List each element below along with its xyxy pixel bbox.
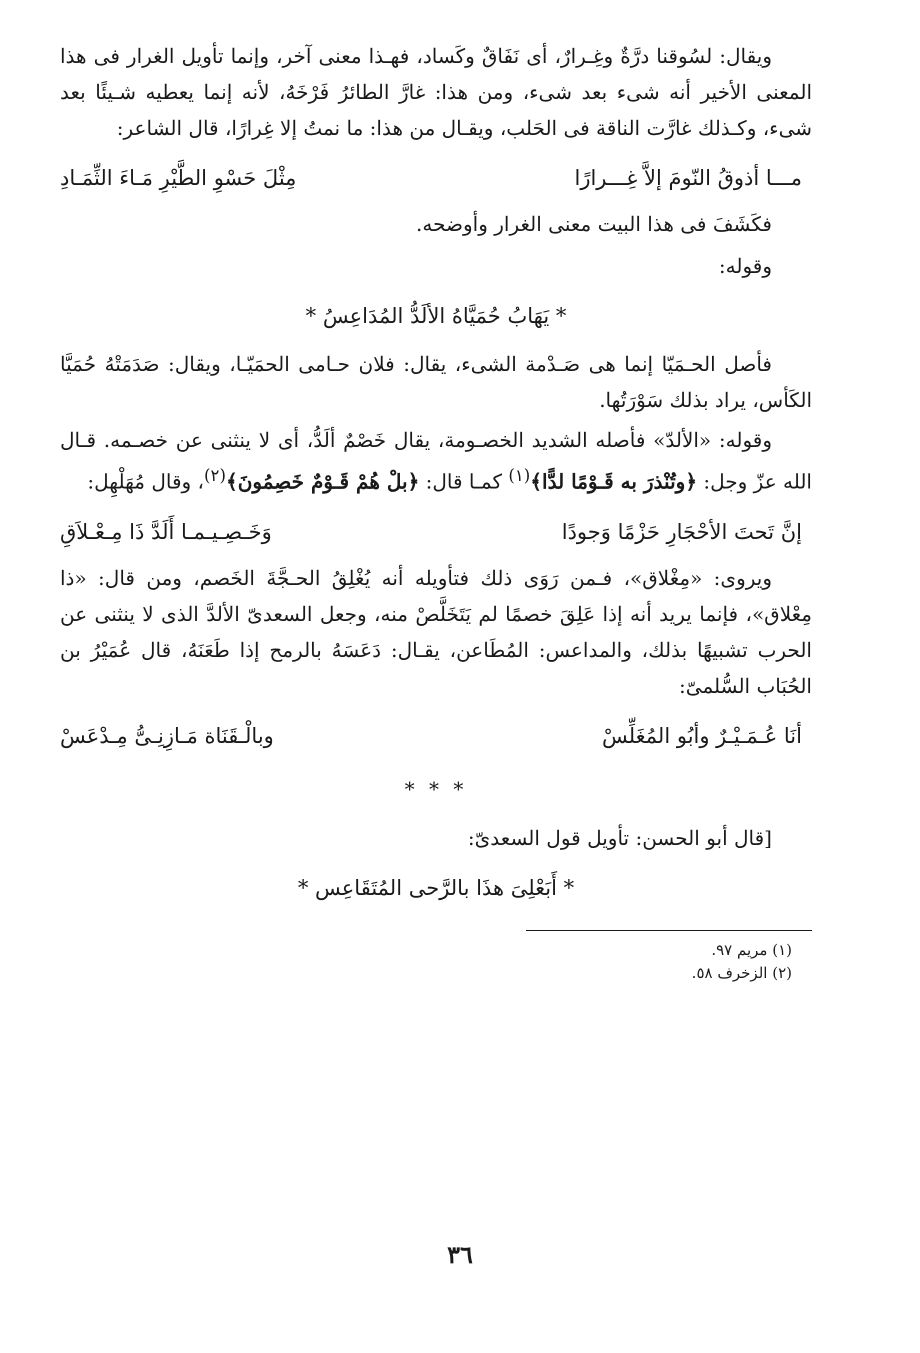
paragraph-gharar: ويقال: لسُوقنا درَّةٌ وغِـرارٌ، أى نَفَاقٌ وكَساد، فهـذا معنى آخر، وإنما تأويل الغرار فى هذا المعنى الأخير أنه شىء بعد شىء، ومن هذا: غارَّ الطائرُ فَرْخَهُ، لأنه إنما يعطيه شـيئًا بعد شىء، وكـذلك غارَّت الناقة فى الحَلب، ويقـال من هذا: ما نمتُ إلا غِرارًا، قال الشاعر: (60, 44, 812, 140)
paragraph-aladd (60, 422, 812, 500)
footnote-marker: (٢) (204, 466, 226, 485)
verse-line (60, 160, 812, 196)
quran-quote: ﴿وتُنْذرَ به قَـوْمًا لدًّا﴾ (530, 469, 698, 494)
quran-quote: ﴿بلْ هُمْ قَـوْمٌ خَصِمُونَ﴾ (225, 469, 420, 494)
half-verse: * يَهَابُ حُمَيَّاهُ الألَدُّ المُدَاعِسُ * (305, 304, 567, 328)
text-run: وقوله: «الألدّ» فأصله الشديد الخصـومة، يقال خَصْمٌ ألَدُّ، أى لا ينثنى عن خصـمه. قـال الله عزّ وجل: (60, 428, 812, 494)
section-separator: * * * (404, 776, 468, 801)
text-run: ، وقال مُهَلْهِل: (87, 469, 205, 494)
footnote-marker: (١) (508, 466, 531, 485)
half-verse: * أَبَعْلِىَ هذَا بالرَّحى المُتَقَاعِس * (297, 875, 575, 900)
paragraph-humayya: فأصل الحـمَيّا إنما هى صَـدْمة الشىء، يقال: فلان حـامى الحمَيّـا، ويقال: صَدَمَتْهُ حُمَيَّا الكَأس، يراد بذلك سَوْرَتُها. (60, 352, 812, 412)
paragraph-mighlaq: ويروى: «مِغْلاق»، فـمن رَوَى ذلك فتأويله أنه يُغْلِقُ الحـجَّةَ الخَصم، ومن قال: «ذا مِعْلاق»، فإنما يريد أنه إذا عَلِقَ خصمًا لم يَتَخَلَّصْ منه، وجعل السعدىّ الألدَّ الذى لا ينثنى عن الحرب تشبيهًا بذلك، والمداعس: المُطَاعن، يقـال: دَعَسَهُ بالرمح إذا طَعَنَهُ، قال عُمَيْرُ بن الحُبَاب السُّلمىّ: (60, 565, 812, 698)
verse-first-hemistich: إنَّ تَحتَ الأحْجَارِ حَزْمًا وَجودًا (561, 519, 802, 544)
footnote: (٢) الزخرف ٥٨. (691, 963, 792, 982)
verse-second-hemistich: وَخَـصِـيـمـا أَلَدَّ ذَا مِـعْـلاَقِ (60, 519, 272, 544)
verse-line (60, 514, 812, 550)
footnote: (١) مريم ٩٧. (711, 940, 792, 959)
verse-first-hemistich: أنَا عُـمَـيْـرٌ وأبُو المُغَلِّسْ (601, 723, 802, 748)
paragraph-abu-al-hasan: [قال أبو الحسن: تأويل قول السعدىّ: (467, 825, 772, 850)
page-body (60, 38, 812, 985)
page-number: ٣٦ (447, 1240, 473, 1269)
paragraph-verse-comment: فكَشَفَ فى هذا البيت معنى الغرار وأوضحه. (416, 212, 772, 236)
footnotes (60, 939, 792, 985)
footnote-divider (526, 930, 812, 931)
verse-second-hemistich: مِثْلَ حَسْوِ الطَّيْرِ مَـاءَ الثِّمَـادِ (60, 166, 297, 190)
verse-line (60, 718, 812, 754)
text-run: كمـا قال: (419, 469, 509, 494)
paragraph-intro-quote: وقوله: (718, 254, 772, 278)
verse-first-hemistich: مـــا أذوقُ النّومَ إلاَّ غِـــرارًا (574, 166, 802, 190)
verse-second-hemistich: وبالْـقَنَاة مَـازِنِـىُّ مِـدْعَسْ (60, 723, 274, 748)
